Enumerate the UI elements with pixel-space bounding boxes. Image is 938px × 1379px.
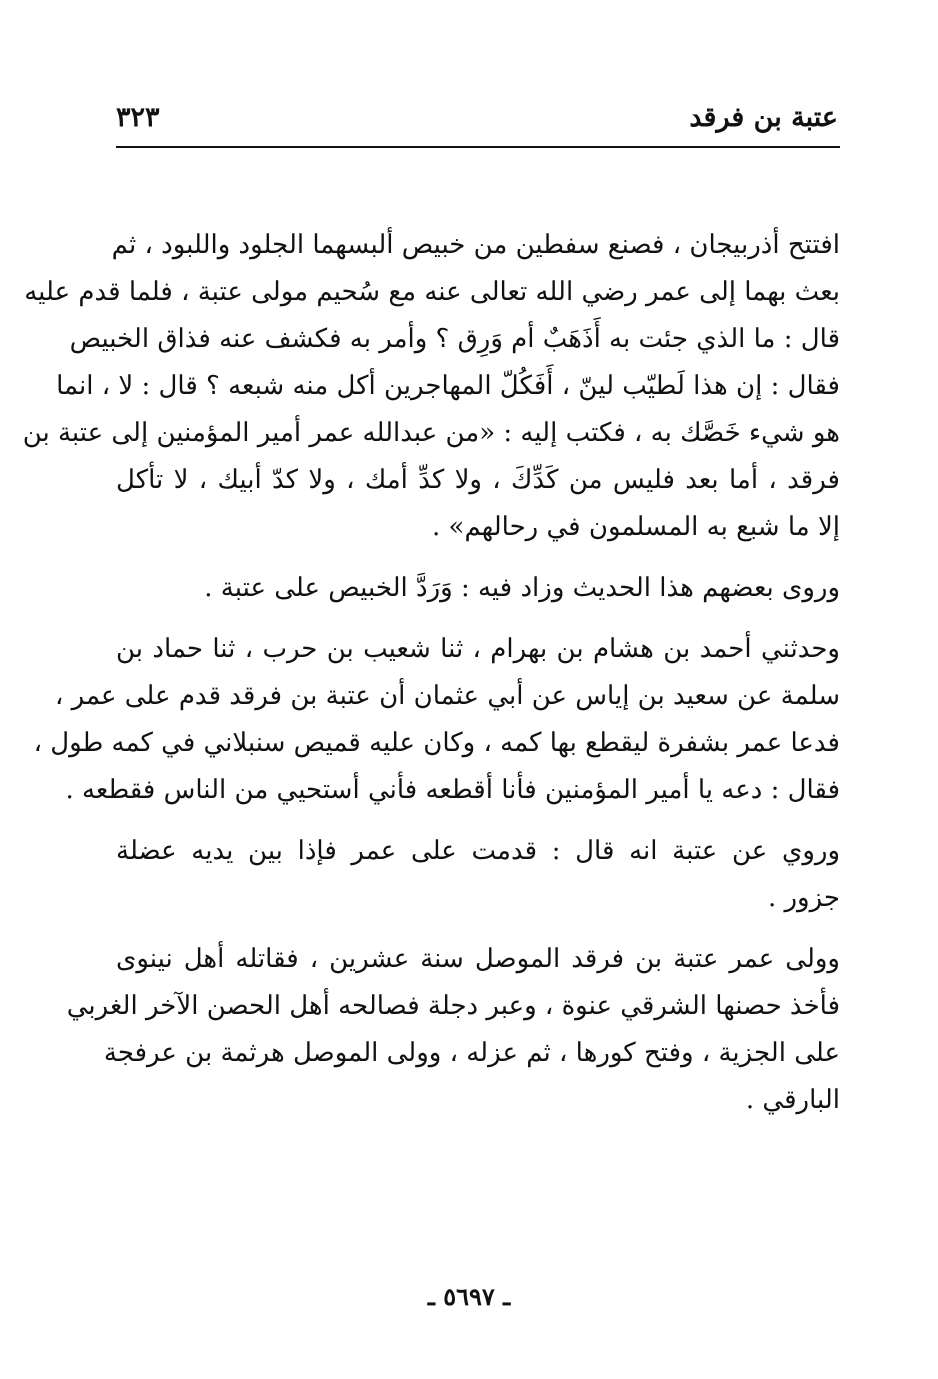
text-line: قال : ما الذي جئت به أَذَهَبٌ أم وَرِق ؟ وأمر به فكشف عنه فذاق الخبيص <box>69 324 840 354</box>
folio-number: ـ ٥٦٩٧ ـ <box>427 1282 511 1311</box>
text-line: سلمة عن سعيد بن إياس عن أبي عثمان أن عتبة بن فرقد قدم على عمر ، <box>54 681 840 711</box>
paragraph <box>116 565 840 612</box>
text-line: وولى عمر عتبة بن فرقد الموصل سنة عشرين ، فقاتله أهل نينوى <box>116 944 840 974</box>
header-rule <box>116 146 840 148</box>
paragraph <box>33 626 840 814</box>
text-line: بعث بهما إلى عمر رضي الله تعالى عنه مع سُحيم مولى عتبة ، فلما قدم عليه <box>24 277 840 307</box>
paragraph <box>22 222 840 551</box>
text-line: وحدثني أحمد بن هشام بن بهرام ، ثنا شعيب بن حرب ، ثنا حماد بن <box>116 634 840 664</box>
text-line: جزور . <box>767 883 840 913</box>
page-header <box>116 96 838 142</box>
text-line: فرقد ، أما بعد فليس من كَدِّكَ ، ولا كدِّ أمك ، ولا كدّ أبيك ، لا تأكل <box>116 465 840 495</box>
text-line: على الجزية ، وفتح كورها ، ثم عزله ، وولى الموصل هرثمة بن عرفجة <box>103 1038 840 1068</box>
text-line: البارقي . <box>745 1085 840 1115</box>
text-line: وروى بعضهم هذا الحديث وزاد فيه : وَرَدَّ الخبيص على عتبة . <box>204 573 840 603</box>
text-line: فأخذ حصنها الشرقي عنوة ، وعبر دجلة فصالحه أهل الحصن الآخر الغربي <box>66 991 840 1021</box>
paragraph <box>116 828 840 922</box>
text-line: وروي عن عتبة انه قال : قدمت على عمر فإذا بين يديه عضلة <box>116 836 840 866</box>
text-line: فقال : إن هذا لَطيّب لينّ ، أَفَكُلّ المهاجرين أكل منه شبعه ؟ قال : لا ، انما <box>56 371 840 401</box>
running-title: عتبة بن فرقد <box>689 102 838 133</box>
page-footer <box>0 1282 938 1311</box>
text-line: هو شيء خَصَّك به ، فكتب إليه : «من عبدالله عمر أمير المؤمنين إلى عتبة بن <box>22 418 840 448</box>
text-line: افتتح أذربيجان ، فصنع سفطين من خبيص ألبسهما الجلود واللبود ، ثم <box>111 230 840 260</box>
text-line: فقال : دعه يا أمير المؤمنين فأنا أقطعه فأني أستحيي من الناس فقطعه . <box>65 775 840 805</box>
paragraph <box>66 936 840 1124</box>
body-text <box>22 222 840 1138</box>
text-line: إلا ما شبع به المسلمون في رحالهم» . <box>432 512 840 542</box>
page-number: ٣٢٣ <box>116 102 160 133</box>
text-line: فدعا عمر بشفرة ليقطع بها كمه ، وكان عليه قميص سنبلاني في كمه طول ، <box>33 728 840 758</box>
